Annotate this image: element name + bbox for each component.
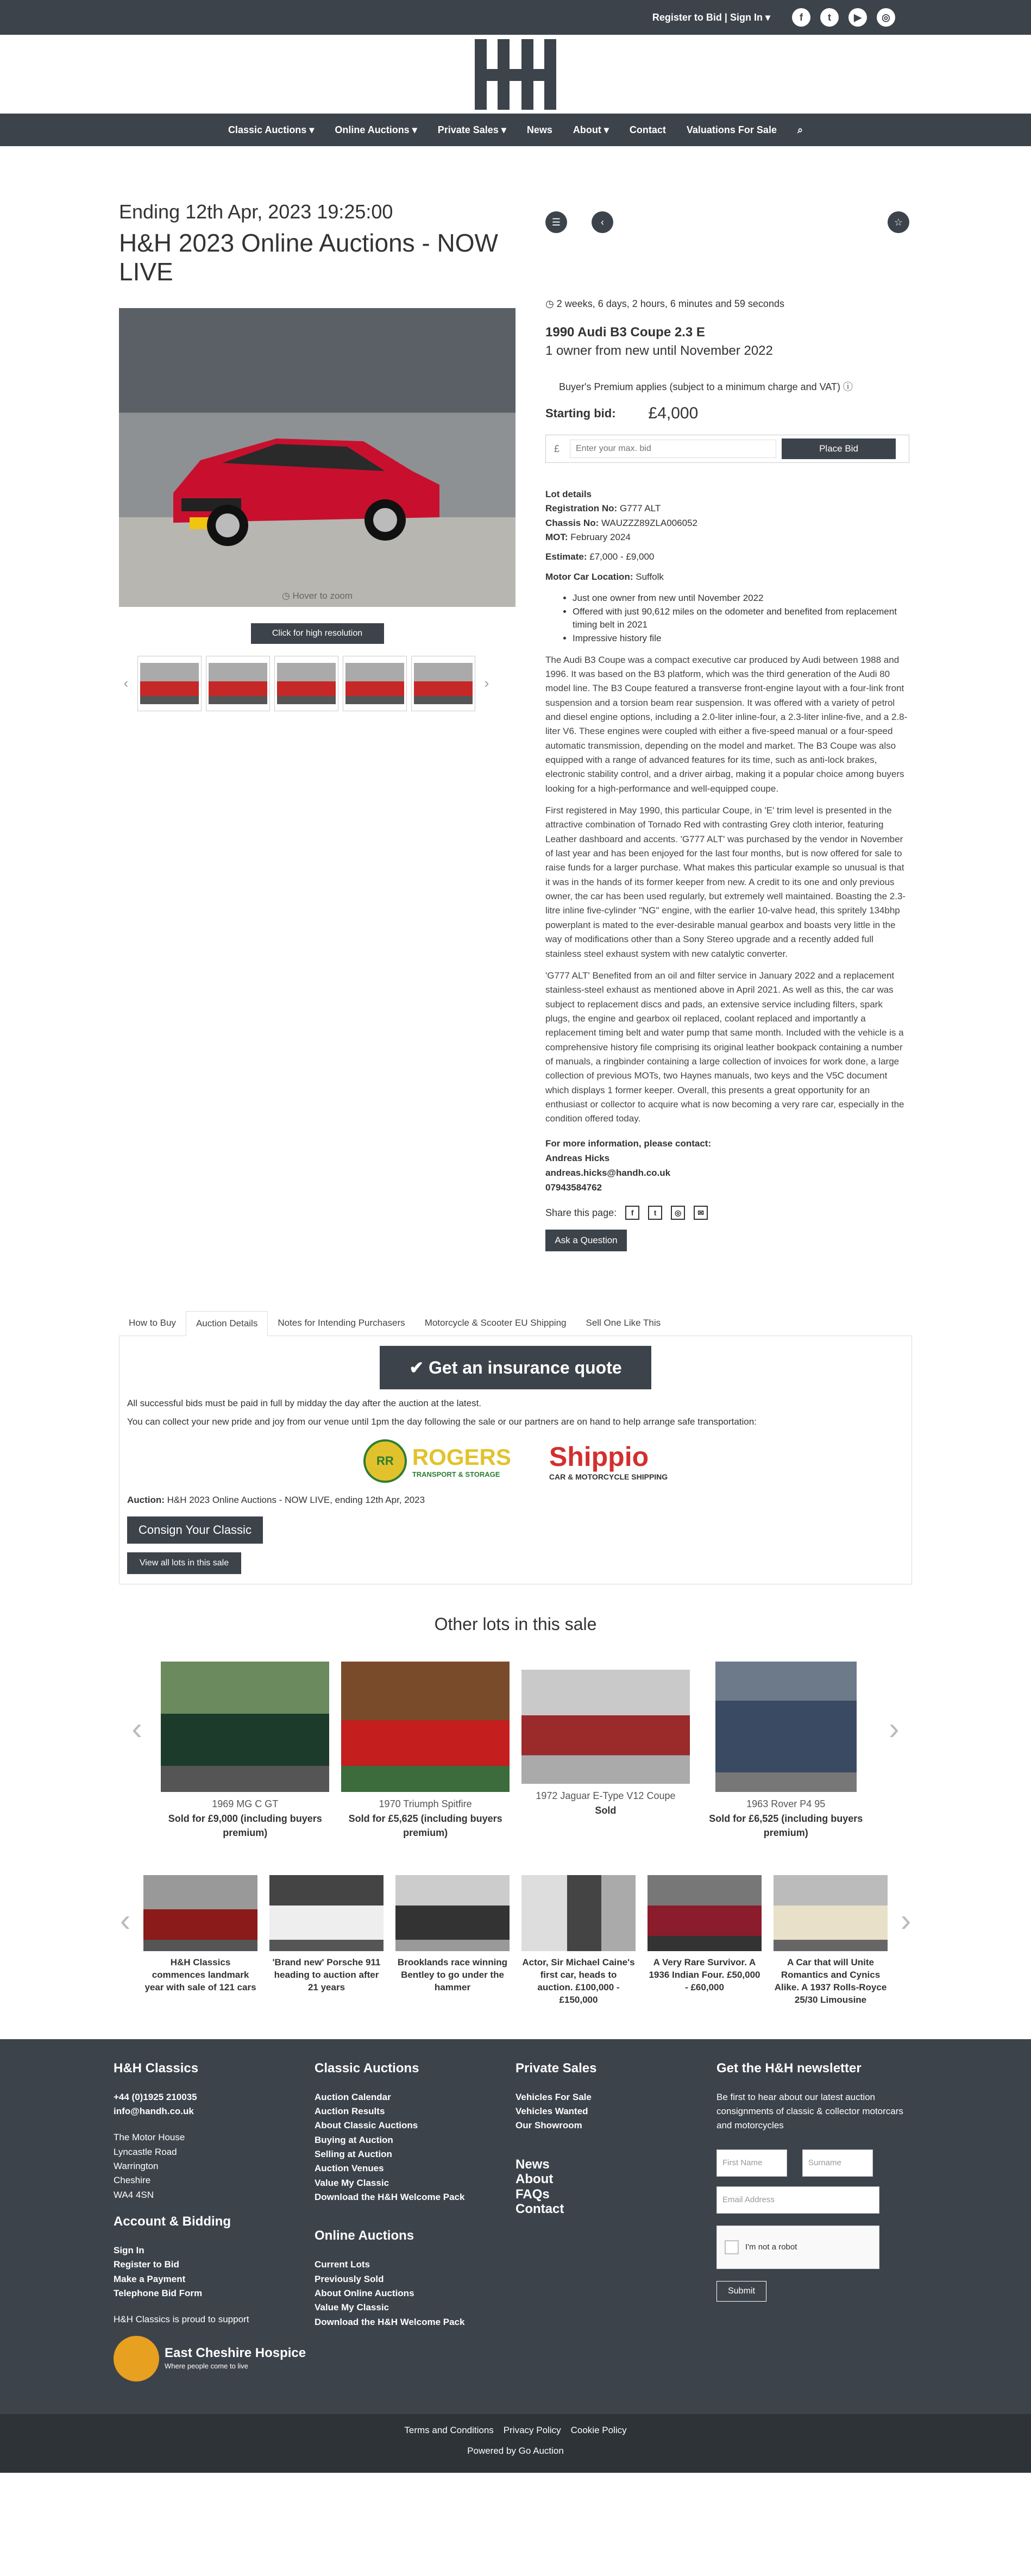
- footer-col-private: Private Sales Vehicles For Sale Vehicles Wanted Our Showroom News About FAQs Contact: [516, 2061, 716, 2381]
- newsletter-col: Get the H&H newsletter Be first to hear about our latest auction consignments of classic & collector motorcars and motorcycles First Name Surname Email Address I'm not a robot Submit: [716, 2061, 917, 2381]
- footer-link[interactable]: Value My Classic: [315, 2177, 389, 2188]
- list-item: • Offered with just 90,612 miles on the odometer and benefited from replacement timing belt in 2021: [573, 605, 909, 632]
- lot-container: [119, 200, 912, 2007]
- location-value: Suffolk: [636, 571, 664, 582]
- zoom-icon: ◷: [281, 590, 293, 601]
- footer-faqs-link[interactable]: FAQs: [516, 2186, 550, 2202]
- other-lots-title: Other lots in this sale: [434, 1614, 597, 1634]
- header-logo-area: [0, 35, 1031, 114]
- footer-link[interactable]: About Classic Auctions: [315, 2120, 418, 2131]
- hh-logo[interactable]: [475, 39, 556, 110]
- thumbnail[interactable]: [411, 656, 475, 711]
- starting-bid-amount: £4,000: [648, 404, 699, 422]
- bottom-bar: [0, 2414, 1031, 2473]
- carousel-next-icon[interactable]: ›: [889, 1711, 900, 1747]
- tab-notes[interactable]: Notes for Intending Purchasers: [278, 1318, 405, 1328]
- nav-online-auctions[interactable]: Online Auctions ▾: [335, 124, 417, 135]
- facebook-icon[interactable]: f: [792, 8, 810, 27]
- high-resolution-button[interactable]: Click for high resolution: [251, 623, 384, 644]
- share-label: Share this page:: [545, 1207, 617, 1218]
- news-next-icon[interactable]: ›: [900, 1902, 911, 1938]
- footer-link[interactable]: Our Showroom: [516, 2120, 582, 2131]
- starting-bid: [545, 404, 909, 423]
- news-card[interactable]: Actor, Sir Michael Caine's first car, heads to auction. £100,000 - £150,000: [521, 1875, 636, 2007]
- lot-main-image[interactable]: [119, 308, 516, 607]
- news-card[interactable]: H&H Classics commences landmark year with sale of 121 cars: [143, 1875, 257, 1994]
- contact-phone[interactable]: 07943584762: [545, 1182, 602, 1193]
- tab-sell-one[interactable]: Sell One Like This: [586, 1318, 661, 1328]
- contact-name: Andreas Hicks: [545, 1152, 610, 1163]
- footer-link[interactable]: Download the H&H Welcome Pack: [315, 2191, 465, 2202]
- countdown-timer: ◷ 2 weeks, 6 days, 2 hours, 6 minutes and 59 seconds: [545, 298, 784, 309]
- description-paragraph: 'G777 ALT' Benefited from an oil and filter service in January 2022 and a replacement stainless-steel exhaust as mentioned above in April 2021. As well as this, the car was subject to replacement discs and pads, an extensive service including filters, spark plugs, the engine and gearbox oil replaced, coolant replaced and importantly a replacement timing belt and water pump that same month. Included with the vehicle is a comprehensive history file comprising its original leather bookpack containing a number of manuals, a ringbinder containing a large collection of invoices for work done, a large collection of previous MOTs, two Haynes manuals, two keys and the V5C document which displays 1 former keeper. Overall, this presents a great opportunity for an enthusiast or collector to acquire what is now becoming a very rare car, especially in the condition offered today.: [545, 970, 904, 1124]
- other-lot-card[interactable]: 1970 Triumph Spitfire Sold for £5,625 (including buyers premium): [335, 1662, 516, 1839]
- contact-block: For more information, please contact: Andreas Hicks andreas.hicks@handh.co.uk 07943584762: [545, 1136, 909, 1195]
- thumbnail[interactable]: [206, 656, 270, 711]
- footer-link[interactable]: Telephone Bid Form: [114, 2287, 203, 2298]
- footer-link[interactable]: Download the H&H Welcome Pack: [315, 2316, 465, 2327]
- hover-zoom-hint: ◷ Hover to zoom: [281, 590, 353, 601]
- newsletter-submit-button[interactable]: Submit: [716, 2281, 766, 2302]
- news-card[interactable]: A Very Rare Survivor. A 1936 Indian Four. £50,000 - £60,000: [647, 1875, 762, 1994]
- thumb-prev-arrow-icon[interactable]: ‹: [123, 675, 129, 692]
- thumbnail[interactable]: [343, 656, 407, 711]
- share-row: [545, 1206, 909, 1220]
- mot-value: February 2024: [570, 532, 631, 543]
- nav-valuations[interactable]: Valuations For Sale: [686, 124, 777, 135]
- check-shield-icon: ✔: [409, 1358, 429, 1378]
- carousel-prev-icon[interactable]: ‹: [131, 1711, 142, 1747]
- contact-email[interactable]: andreas.hicks@handh.co.uk: [545, 1168, 671, 1178]
- site-footer: [0, 2039, 1031, 2414]
- news-card[interactable]: 'Brand new' Porsche 911 heading to auction after 21 years: [269, 1875, 384, 1994]
- list-item: • Impressive history file: [573, 632, 909, 645]
- footer-about-link[interactable]: About: [516, 2172, 554, 2187]
- footer-link[interactable]: Vehicles For Sale: [516, 2091, 592, 2102]
- email-share-icon[interactable]: ✉: [694, 1206, 708, 1220]
- shippio-logo[interactable]: Shippio CAR & MOTORCYCLE SHIPPING: [549, 1441, 668, 1482]
- main-nav: [0, 114, 1031, 146]
- footer-link[interactable]: Make a Payment: [114, 2273, 186, 2284]
- nav-classic-auctions[interactable]: Classic Auctions ▾: [228, 124, 315, 135]
- lot-subtitle: 1 owner from new until November 2022: [545, 343, 773, 358]
- news-carousel: [119, 1875, 912, 2007]
- footer-link[interactable]: Vehicles Wanted: [516, 2105, 588, 2116]
- list-icon[interactable]: ☰: [545, 211, 567, 233]
- clock-icon: ◷: [545, 298, 557, 309]
- rogers-badge: RR: [363, 1439, 407, 1483]
- top-bar: [0, 0, 1031, 35]
- instagram-icon[interactable]: ◎: [877, 8, 895, 27]
- recaptcha[interactable]: I'm not a robot: [716, 2226, 879, 2269]
- footer-link[interactable]: About Online Auctions: [315, 2287, 414, 2298]
- chassis-value: WAUZZZ89ZLA006052: [601, 517, 697, 528]
- register-sign-in-link[interactable]: Register to Bid | Sign In ▾: [652, 11, 770, 23]
- footer-link[interactable]: Current Lots: [315, 2259, 370, 2270]
- lot-title: 1990 Audi B3 Coupe 2.3 E: [545, 325, 705, 340]
- other-lot-card[interactable]: 1969 MG C GT Sold for £9,000 (including buyers premium): [155, 1662, 335, 1839]
- instagram-share-icon[interactable]: ◎: [671, 1206, 685, 1220]
- other-lot-card[interactable]: 1972 Jaguar E-Type V12 Coupe Sold: [516, 1662, 696, 1817]
- info-tabs: [119, 1311, 912, 1336]
- facebook-share-icon[interactable]: f: [625, 1206, 639, 1220]
- tab-eu-shipping[interactable]: Motorcycle & Scooter EU Shipping: [424, 1318, 567, 1328]
- thumbnail[interactable]: [137, 656, 202, 711]
- estimate-value: £7,000 - £9,000: [589, 551, 655, 562]
- nav-contact[interactable]: Contact: [629, 124, 666, 135]
- registration-value: G777 ALT: [619, 503, 661, 514]
- footer-phone[interactable]: +44 (0)1925 210035: [114, 2091, 197, 2102]
- max-bid-input[interactable]: [570, 440, 776, 458]
- hospice-logo[interactable]: East Cheshire Hospice Where people come to live: [114, 2336, 315, 2381]
- footer-link[interactable]: Previously Sold: [315, 2273, 384, 2284]
- footer-link[interactable]: Buying at Auction: [315, 2134, 393, 2145]
- search-icon[interactable]: ⌕: [797, 124, 803, 135]
- insurance-quote-button[interactable]: ✔ Get an insurance quote: [380, 1346, 651, 1389]
- lot-details: Lot details Registration No: G777 ALT Chassis No: WAUZZZ89ZLA006052 MOT: February 2024 Estimate: £7,000 - £9,000 Motor Car Location: Suffolk: [545, 489, 697, 582]
- privacy-link[interactable]: Privacy Policy: [503, 2424, 561, 2435]
- lot-details-heading: Lot details: [545, 489, 592, 499]
- place-bid-button[interactable]: Place Bid: [782, 438, 896, 459]
- ask-question-button[interactable]: Ask a Question: [545, 1230, 627, 1251]
- thumb-next-arrow-icon[interactable]: ›: [484, 675, 489, 692]
- lot-section: [119, 200, 912, 1251]
- footer-col-hh: H&H Classics +44 (0)1925 210035 info@handh.co.uk The Motor House Lyncastle Road Warrington Cheshire WA4 4SN Account & Bidding Sign In Register to Bid Make a Payment Telephone Bid Form H&H Classics is proud to support East Cheshire Hospice Where people come to live: [114, 2061, 315, 2381]
- payment-note: All successful bids must be paid in full by midday the day after the auction at the latest.: [127, 1398, 482, 1409]
- social-links: [792, 8, 895, 27]
- footer-link[interactable]: Auction Venues: [315, 2163, 384, 2174]
- thumbnail[interactable]: [274, 656, 338, 711]
- star-icon[interactable]: ☆: [888, 211, 909, 233]
- footer-email[interactable]: info@handh.co.uk: [114, 2105, 194, 2116]
- news-prev-icon[interactable]: ‹: [120, 1902, 131, 1938]
- email-input[interactable]: Email Address: [716, 2186, 879, 2214]
- collection-note: You can collect your new pride and joy from our venue until 1pm the day following the sale or our partners are on hand to help arrange safe transportation:: [127, 1417, 757, 1427]
- nav-news[interactable]: News: [526, 124, 552, 135]
- footer-link[interactable]: Auction Calendar: [315, 2091, 391, 2102]
- surname-input[interactable]: Surname: [802, 2149, 873, 2177]
- footer-contact-link[interactable]: Contact: [516, 2202, 564, 2217]
- footer-col-classic: Classic Auctions Auction Calendar Auction Results About Classic Auctions Buying at Auction Selling at Auction Auction Venues Value My Classic Download the H&H Welcome Pack Online Auctions Current Lots Previously Sold About Online Auctions Value My Classic Download the H&H Welcome Pack: [315, 2061, 516, 2381]
- red-audi-coupe-image: [157, 411, 450, 547]
- auction-line: Auction: H&H 2023 Online Auctions - NOW LIVE, ending 12th Apr, 2023: [127, 1495, 425, 1506]
- twitter-icon[interactable]: t: [820, 8, 839, 27]
- consign-button[interactable]: Consign Your Classic: [127, 1516, 263, 1544]
- lot-highlights: [573, 592, 909, 645]
- auction-details-panel: [119, 1336, 912, 1584]
- description-paragraph: First registered in May 1990, this particular Coupe, in 'E' trim level is presented in the attractive combination of Tornado Red with contrasting Grey cloth interior, featuring Leather dashboard and accents. 'G777 ALT' was purchased by the vendor in November of last year and has been enjoyed for the last four months, but is now offered for sale to raise funds for a larger purchase. What makes this particular example so unusual is that it was in the hands of its former keeper from new. A credit to its one and only previous owner, the car has been used regularly, but extremely well maintained. Boasting the 2.3-litre inline five-cylinder "NG" engine, with the earlier 10-valve head, this spritely 134bhp powerplant is mated to the ever-desirable manual gearbox and boasts very little in the way of modifications other than a Sony Stereo upgrade and a recently added full stainless steel exhaust system with new catalytic converter.: [545, 805, 906, 959]
- other-lots-carousel: [119, 1662, 912, 1839]
- first-name-input[interactable]: First Name: [716, 2149, 787, 2177]
- footer-link[interactable]: Register to Bid: [114, 2259, 179, 2270]
- currency-symbol: £: [554, 443, 559, 454]
- lot-media-column: [119, 200, 516, 1251]
- footer-news-link[interactable]: News: [516, 2157, 550, 2172]
- bid-form: [545, 435, 909, 463]
- cookie-link[interactable]: Cookie Policy: [570, 2424, 627, 2435]
- powered-by: Powered by Go Auction: [467, 2445, 564, 2456]
- footer-link[interactable]: Auction Results: [315, 2105, 385, 2116]
- list-item: • Just one owner from new until November 2022: [573, 592, 909, 605]
- news-card[interactable]: A Car that will Unite Romantics and Cynics Alike. A 1937 Rolls-Royce 25/30 Limousine: [774, 1875, 888, 2007]
- buyers-premium-note[interactable]: Buyer's Premium applies (subject to a minimum charge and VAT) ⓘ: [559, 381, 853, 392]
- starting-bid-label: Starting bid:: [545, 406, 616, 420]
- footer-link[interactable]: Sign In: [114, 2245, 144, 2255]
- thumbnail-strip: [119, 656, 516, 711]
- view-all-lots-button[interactable]: View all lots in this sale: [127, 1552, 241, 1574]
- auction-ending: Ending 12th Apr, 2023 19:25:00: [119, 200, 393, 223]
- tab-how-to-buy[interactable]: How to Buy: [129, 1318, 176, 1328]
- back-arrow-icon[interactable]: ‹: [592, 211, 613, 233]
- footer-link[interactable]: Value My Classic: [315, 2302, 389, 2313]
- transport-partners: [127, 1439, 904, 1483]
- nav-private-sales[interactable]: Private Sales ▾: [437, 124, 506, 135]
- captcha-checkbox[interactable]: [725, 2240, 739, 2254]
- other-lot-card[interactable]: 1963 Rover P4 95 Sold for £6,525 (including buyers premium): [696, 1662, 876, 1839]
- lot-info-column: [545, 200, 909, 1251]
- sale-title: H&H 2023 Online Auctions - NOW LIVE: [119, 229, 498, 286]
- tab-auction-details[interactable]: Auction Details: [186, 1311, 268, 1336]
- nav-about[interactable]: About ▾: [573, 124, 609, 135]
- twitter-share-icon[interactable]: t: [648, 1206, 662, 1220]
- terms-link[interactable]: Terms and Conditions: [404, 2424, 494, 2435]
- rogers-logo[interactable]: RR ROGERS TRANSPORT & STORAGE: [363, 1439, 511, 1483]
- footer-link[interactable]: Selling at Auction: [315, 2148, 392, 2159]
- youtube-icon[interactable]: ▶: [848, 8, 867, 27]
- lot-actions-row: [545, 211, 909, 233]
- description-paragraph: The Audi B3 Coupe was a compact executive car produced by Audi between 1988 and 1996. It was based on the B3 platform, which was the third generation of the Audi 80 model line. The B3 Coupe featured a transverse front-engine layout with a four-link front suspension and a torsion beam rear suspension. It was offered with a variety of petrol and diesel engine options, including a 2.0-liter inline-four, a 2.3-liter inline-five, and a 2.8-liter V6. These engines were coupled with either a five-speed manual or a four-speed automatic transmission, depending on the model and market. The B3 Coupe was also equipped with a range of advanced features for its time, such as anti-lock brakes, electronic stability control, and a driver airbag, making it a popular choice among buyers looking for a high-performance and well-equipped coupe.: [545, 654, 908, 794]
- news-card[interactable]: Brooklands race winning Bentley to go under the hammer: [395, 1875, 510, 1994]
